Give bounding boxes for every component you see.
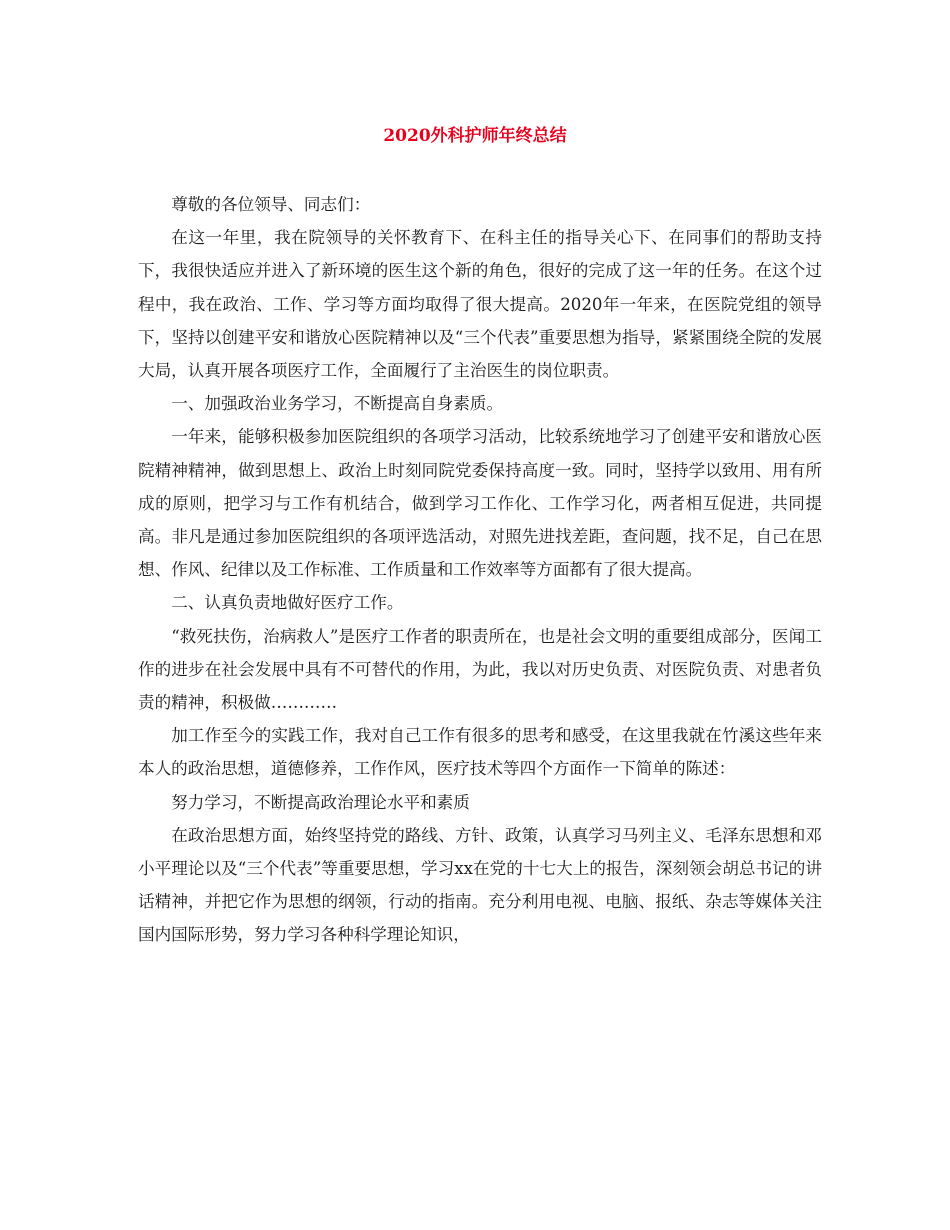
paragraph-intro: 在这一年里，我在院领导的关怀教育下、在科主任的指导关心下、在同事们的帮助支持下，我很快适应并进入了新环境的医生这个新的角色，很好的完成了这一年的任务。在这个过程中，我在政治、工作、学习等方面均取得了很大提高。2020年一年来，在医院党组的领导下，坚持以创建平安和谐放心医院精神以及“三个代表”重要思想为指导，紧紧围绕全院的发展大局，认真开展各项医疗工作，全面履行了主治医生的岗位职责。	[138, 228, 822, 381]
paragraph-political-thought: 在政治思想方面，始终坚持党的路线、方针、政策，认真学习马列主义、毛泽东思想和邓小平理论以及“三个代表”等重要思想，学习xx在党的十七大上的报告，深刻领会胡总书记的讲话精神，并把它作为思想的纲领，行动的指南。充分利用电视、电脑、报纸、杂志等媒体关注国内国际形势，努力学习各种科学理论知识，	[138, 825, 822, 945]
section-heading-2: 二、认真负责地做好医疗工作。	[171, 593, 404, 613]
paragraph-salutation: 尊敬的各位领导、同志们：	[171, 195, 371, 214]
paragraph-medical-work: “救死扶伤，治病救人”是医疗工作者的职责所在，也是社会文明的重要组成部分，医闻工作的进步在社会发展中具有不可替代的作用，为此，我以对历史负责、对医院负责、对患者负责的精神，积极做…………	[138, 626, 822, 713]
section-heading-3: 努力学习，不断提高政治理论水平和素质	[171, 792, 470, 812]
document-title: 2020外科护师年终总结	[383, 126, 567, 146]
paragraph-practice: 加工作至今的实践工作，我对自己工作有很多的思考和感受，在这里我就在竹溪这些年来本人的政治思想，道德修养，工作作风，医疗技术等四个方面作一下简单的陈述：	[138, 726, 822, 779]
section-heading-1: 一、加强政治业务学习，不断提高自身素质。	[171, 394, 504, 414]
paragraph-study: 一年来，能够积极参加医院组织的各项学习活动，比较系统地学习了创建平安和谐放心医院精神精神，做到思想上、政治上时刻同院党委保持高度一致。同时，坚持学以致用、用有所成的原则，把学习与工作有机结合，做到学习工作化、工作学习化，两者相互促进，共同提高。非凡是通过参加医院组织的各项评选活动，对照先进找差距，查问题，找不足，自己在思想、作风、纪律以及工作标准、工作质量和工作效率等方面都有了很大提高。	[138, 427, 822, 580]
document-body	[138, 188, 822, 952]
